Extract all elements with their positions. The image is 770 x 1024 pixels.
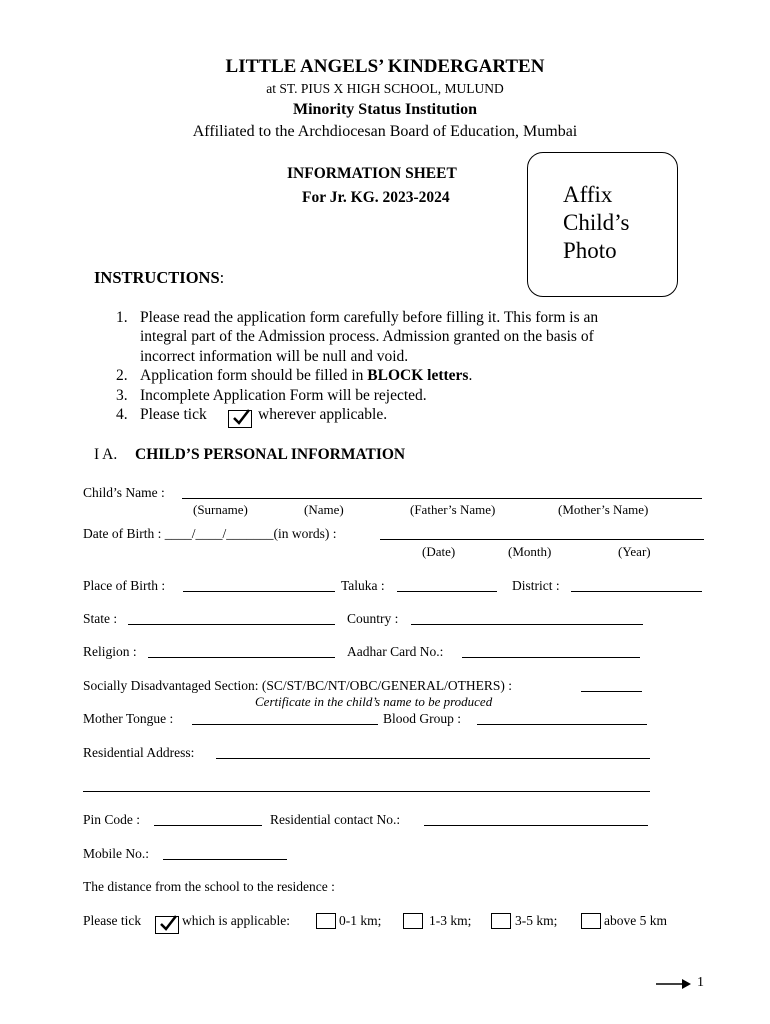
address-field-line2[interactable] (83, 791, 650, 792)
country-label: Country : (347, 611, 399, 626)
instruction-1-line3: incorrect information will be null and void. (140, 348, 409, 365)
mother-tongue-field[interactable] (192, 724, 378, 725)
district-field[interactable] (571, 591, 702, 592)
instructions-heading: INSTRUCTIONS: (94, 268, 225, 287)
child-name-field[interactable] (182, 498, 702, 499)
next-page-arrow-icon (656, 978, 692, 990)
taluka-field[interactable] (397, 591, 497, 592)
social-section-field[interactable] (581, 691, 642, 692)
distance-3-5-checkbox[interactable] (491, 913, 511, 929)
date-caption: (Date) (422, 544, 456, 559)
country-field[interactable] (411, 624, 643, 625)
school-location: at ST. PIUS X HIGH SCHOOL, MULUND (266, 81, 504, 96)
distance-3-5-label: 3-5 km; (515, 913, 558, 928)
instruction-3: Incomplete Application Form will be rejected. (140, 387, 427, 404)
mother-name-caption: (Mother’s Name) (558, 502, 649, 517)
father-name-caption: (Father’s Name) (410, 502, 496, 517)
address-field-line1[interactable] (216, 758, 650, 759)
affiliation: Affiliated to the Archdiocesan Board of Education, Mumbai (192, 123, 578, 140)
page-number: 1 (697, 975, 704, 990)
photo-box (527, 152, 678, 297)
instruction-number-2: 2. (116, 367, 128, 384)
photo-label-line3: Photo (563, 238, 617, 263)
photo-label-line2: Child’s (563, 210, 630, 235)
state-label: State : (83, 611, 118, 626)
child-name-label: Child’s Name : (83, 485, 165, 500)
blood-group-field[interactable] (477, 724, 647, 725)
social-section-label: Socially Disadvantaged Section: (SC/ST/BC/NT/OBC/GENERAL/OTHERS) : (83, 678, 512, 693)
state-field[interactable] (128, 624, 335, 625)
distance-0-1-checkbox[interactable] (316, 913, 336, 929)
instruction-number-3: 3. (116, 387, 128, 404)
religion-label: Religion : (83, 644, 137, 659)
taluka-label: Taluka : (341, 578, 385, 593)
instruction-4-pre: Please tick (140, 406, 207, 423)
aadhar-label: Aadhar Card No.: (347, 644, 444, 659)
school-name: LITTLE ANGELS’ KINDERGARTEN (225, 56, 545, 77)
distance-1-3-label: 1-3 km; (429, 913, 472, 928)
sheet-title: INFORMATION SHEET (287, 165, 457, 182)
aadhar-field[interactable] (462, 657, 640, 658)
distance-above-5-label: above 5 km (604, 913, 667, 928)
blood-group-label: Blood Group : (383, 711, 462, 726)
surname-caption: (Surname) (193, 502, 248, 517)
certificate-note: Certificate in the child’s name to be produced (255, 694, 493, 709)
instruction-1-line2: integral part of the Admission process. Admission granted on the basis of (140, 328, 594, 345)
dob-label: Date of Birth : ____/____/_______(in words) : (83, 526, 337, 541)
residential-contact-field[interactable] (424, 825, 648, 826)
instruction-2: Application form should be filled in BLOCK letters. (140, 367, 473, 384)
year-caption: (Year) (618, 544, 651, 559)
mobile-label: Mobile No.: (83, 846, 149, 861)
tick-icon (155, 916, 179, 934)
distance-0-1-label: 0-1 km; (339, 913, 382, 928)
sheet-subtitle: For Jr. KG. 2023-2024 (302, 189, 450, 206)
institution-status: Minority Status Institution (292, 101, 478, 118)
distance-1-3-checkbox[interactable] (403, 913, 423, 929)
instruction-number-1: 1. (116, 309, 128, 326)
month-caption: (Month) (508, 544, 552, 559)
distance-above-5-checkbox[interactable] (581, 913, 601, 929)
name-caption: (Name) (304, 502, 344, 517)
instruction-1-line1: Please read the application form carefully before filling it. This form is an (140, 309, 599, 326)
which-applicable-label: which is applicable: (182, 913, 290, 928)
distance-label: The distance from the school to the residence : (83, 879, 335, 894)
address-label: Residential Address: (83, 745, 195, 760)
please-tick-label: Please tick (83, 913, 142, 928)
instruction-number-4: 4. (116, 406, 128, 423)
tick-example-icon (228, 410, 252, 428)
religion-field[interactable] (148, 657, 335, 658)
mother-tongue-label: Mother Tongue : (83, 711, 174, 726)
instruction-4-post: wherever applicable. (258, 406, 388, 423)
photo-label-line1: Affix (563, 182, 613, 207)
district-label: District : (512, 578, 560, 593)
dob-words-field[interactable] (380, 539, 704, 540)
place-of-birth-field[interactable] (183, 591, 335, 592)
pin-code-label: Pin Code : (83, 812, 141, 827)
residential-contact-label: Residential contact No.: (270, 812, 401, 827)
section-title: CHILD’S PERSONAL INFORMATION (135, 446, 406, 463)
pin-code-field[interactable] (154, 825, 262, 826)
mobile-field[interactable] (163, 859, 287, 860)
section-number: I A. (94, 446, 118, 463)
place-of-birth-label: Place of Birth : (83, 578, 166, 593)
